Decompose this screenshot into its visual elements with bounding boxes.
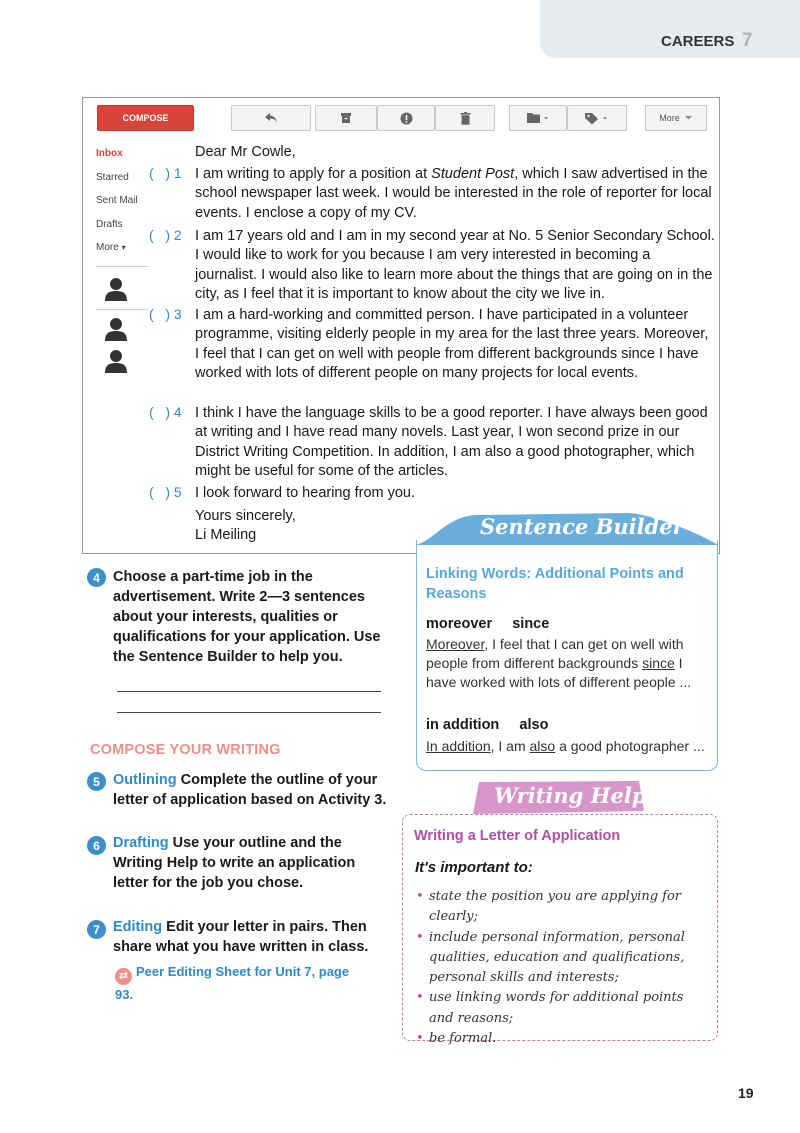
sidebar-item-starred[interactable]: Starred — [96, 172, 129, 183]
letter-paragraph-3: I am a hard-working and committed person. I have participated in a volunteer programme, visiting elderly people in my area for the last three years. Moreover, I feel that I can get on well with people from different backgrounds since I have worked with lots of different people on many projects for local events. — [195, 307, 709, 381]
activity-7-title: Editing — [113, 919, 163, 935]
sidebar-more-label: More — [96, 242, 119, 253]
paragraph-marker-4: ( ) 4 — [149, 404, 182, 420]
letter-closing: Yours sincerely, — [195, 508, 296, 524]
linking-word-in-addition: In addition — [426, 738, 491, 754]
contact-avatar-icon[interactable] — [104, 276, 128, 302]
letter-paragraph-5: I look forward to hearing from you. — [195, 485, 416, 501]
peer-editing-reference[interactable] — [115, 962, 355, 1004]
writing-help-item: • be formal. — [414, 1029, 712, 1049]
contact-avatar-icon[interactable] — [104, 348, 128, 374]
tag-icon — [585, 112, 609, 125]
folder-icon — [527, 112, 549, 124]
more-button[interactable] — [645, 105, 707, 131]
newspaper-name: Student Post — [431, 166, 515, 182]
activity-7-text — [113, 917, 383, 957]
writing-help-item: • include personal information, personal qualities, education and qualifications, personal skills and interests; — [414, 928, 712, 989]
letter-paragraph-2: I am 17 years old and I am in my second year at No. 5 Senior Secondary School. I would like to work for you because I am very interested in becoming a journalist. I would also like to learn more about the things that are going on in the city, as I feel that it is important to know about the city we live in. — [195, 228, 715, 302]
activity-5-title: Outlining — [113, 772, 177, 788]
activity-5-text — [113, 770, 405, 810]
archive-icon — [340, 112, 352, 124]
paragraph-marker-2: ( ) 2 — [149, 227, 182, 243]
sidebar-divider — [96, 309, 148, 310]
activity-5-body: Complete the outline of your letter of application based on Activity 3. — [113, 772, 387, 808]
linking-words-pair-1: moreover since — [426, 616, 550, 632]
compose-your-writing-heading: COMPOSE YOUR WRITING — [90, 742, 281, 758]
activity-6-body: Use your outline and the Writing Help to write an application letter for the job you chose. — [113, 835, 356, 891]
linking-word-since: since — [642, 655, 675, 671]
answer-line[interactable] — [117, 712, 381, 713]
paragraph-marker-3: ( ) 3 — [149, 306, 182, 322]
activity-number-7: 7 — [87, 920, 106, 939]
activity-7-body: Edit your letter in pairs. Then share what you have written in class. — [113, 919, 369, 955]
letter-signature: Li Meiling — [195, 527, 257, 543]
writing-help-heading: Writing a Letter of Application — [414, 828, 621, 844]
sidebar-item-sent-mail[interactable]: Sent Mail — [96, 195, 138, 206]
paragraph-marker-5: ( ) 5 — [149, 484, 182, 500]
activity-6-title: Drafting — [113, 835, 169, 851]
example-2-text-a: , I am — [490, 738, 530, 754]
caret-down-icon: ▾ — [121, 243, 126, 252]
example-1-text-b: I have worked with lots of different people ... — [426, 655, 692, 690]
writing-help-item: • state the position you are applying for clearly; — [414, 887, 712, 928]
sidebar-item-inbox[interactable]: Inbox — [96, 148, 123, 159]
chevron-down-icon — [684, 115, 693, 121]
more-button-label: More — [659, 113, 680, 123]
paragraph-marker-1: ( ) 1 — [149, 165, 182, 181]
sidebar-item-more[interactable] — [96, 242, 126, 253]
peer-editing-icon: ⇄ — [115, 968, 132, 985]
reply-button[interactable] — [231, 105, 311, 131]
writing-help-list — [414, 887, 712, 1049]
paragraph-1-text-a: I am writing to apply for a position at — [195, 166, 432, 182]
email-window — [82, 97, 720, 554]
letter-paragraph-1 — [195, 165, 715, 223]
writing-help-lead: It's important to: — [415, 859, 533, 876]
sentence-builder-title: Sentence Builder — [480, 514, 684, 539]
linking-words-example-2 — [426, 737, 716, 756]
writing-help-item: • use linking words for additional points and reasons; — [414, 988, 712, 1029]
trash-icon — [460, 112, 471, 125]
sidebar-divider — [96, 266, 148, 267]
linking-words-example-1 — [426, 635, 716, 692]
writing-help-title: Writing Help — [494, 783, 647, 808]
activity-number-4: 4 — [87, 568, 106, 587]
example-1-text-a: , I feel that I can get on well with people from different backgrounds — [426, 636, 684, 671]
linking-words-pair-2: in addition also — [426, 717, 549, 733]
section-label: CAREERS — [661, 33, 735, 50]
alert-icon — [400, 112, 413, 125]
linking-word-moreover: Moreover — [426, 636, 485, 652]
activity-number-6: 6 — [87, 836, 106, 855]
activity-6-text — [113, 833, 378, 893]
contact-avatar-icon[interactable] — [104, 316, 128, 342]
letter-paragraph-4: I think I have the language skills to be a good reporter. I have always been good at writing and I have read many novels. Last year, I won second prize in our District Writing Competition. In addition, I am also a good photographer, which might be useful for some of the articles. — [195, 405, 708, 479]
archive-button[interactable] — [315, 105, 377, 131]
unit-number: 7 — [742, 30, 753, 51]
delete-button[interactable] — [435, 105, 495, 131]
answer-line[interactable] — [117, 691, 381, 692]
compose-button[interactable]: COMPOSE — [97, 105, 194, 131]
letter-greeting: Dear Mr Cowle, — [195, 144, 296, 160]
report-spam-button[interactable] — [377, 105, 435, 131]
example-2-text-b: a good photographer ... — [555, 738, 705, 754]
paragraph-1-text-b: , which I saw advertised in the school newspaper last week. I would be interested in the role of reporter for local events. I enclose a copy of my CV. — [195, 166, 712, 221]
activity-4-text: Choose a part-time job in the advertisement. Write 2—3 sentences about your interests, qualities or qualifications for your application. Use the Sentence Builder to help you. — [113, 569, 381, 665]
activity-number-5: 5 — [87, 772, 106, 791]
sentence-builder-subtitle: Linking Words: Additional Points and Reasons — [426, 566, 684, 602]
labels-button[interactable] — [567, 105, 627, 131]
move-to-button[interactable] — [509, 105, 567, 131]
page-number: 19 — [738, 1085, 754, 1101]
linking-word-also: also — [529, 738, 556, 754]
reply-icon — [264, 112, 278, 124]
sidebar-item-drafts[interactable]: Drafts — [96, 219, 123, 230]
page-header — [540, 0, 800, 58]
peer-editing-text: Peer Editing Sheet for Unit 7, page 93. — [115, 964, 350, 1002]
